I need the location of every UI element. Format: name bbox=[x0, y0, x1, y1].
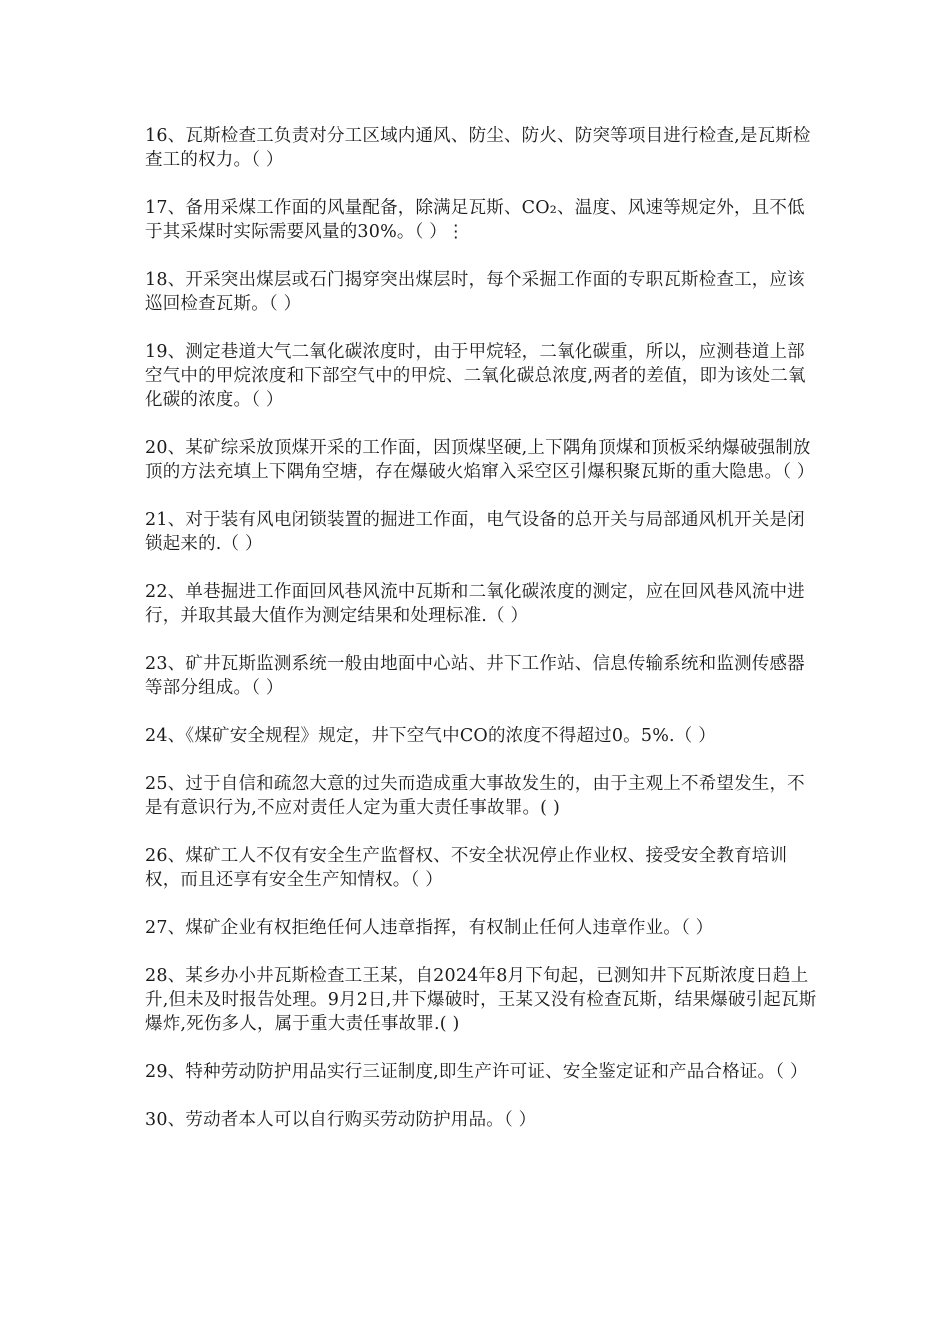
question-item: 30、劳动者本人可以自行购买劳动防护用品。（ ） bbox=[145, 1110, 537, 1130]
question-item: 24、《煤矿安全规程》规定，井下空气中CO的浓度不得超过0。5%.（ ） bbox=[145, 726, 716, 746]
question-item: 22、单巷掘进工作面回风巷风流中瓦斯和二氧化碳浓度的测定，应在回风巷风流中进行，并取其最大值作为测定结果和处理标准.（ ） bbox=[145, 582, 805, 626]
question-item: 25、过于自信和疏忽大意的过失而造成重大事故发生的，由于主观上不希望发生，不是有意识行为,不应对责任人定为重大责任事故罪。( ) bbox=[145, 774, 805, 818]
question-item: 28、某乡办小井瓦斯检查工王某，自2024年8月下旬起，已测知井下瓦斯浓度日趋上升,但未及时报告处理。9月2日,井下爆破时，王某又没有检查瓦斯，结果爆破引起瓦斯爆炸,死伤多人，属于重大责任事故罪.( ) bbox=[145, 966, 817, 1034]
question-item: 29、特种劳动防护用品实行三证制度,即生产许可证、安全鉴定证和产品合格证。（ ） bbox=[145, 1062, 808, 1082]
question-item: 19、测定巷道大气二氧化碳浓度时，由于甲烷轻，二氧化碳重，所以，应测巷道上部空气中的甲烷浓度和下部空气中的甲烷、二氧化碳总浓度,两者的差值，即为该处二氧化碳的浓度。（ ） bbox=[145, 342, 806, 410]
question-item: 18、开采突出煤层或石门揭穿突出煤层时，每个采掘工作面的专职瓦斯检查工，应该巡回检查瓦斯。（ ） bbox=[145, 270, 805, 314]
question-item: 26、煤矿工人不仅有安全生产监督权、不安全状况停止作业权、接受安全教育培训权，而且还享有安全生产知情权。（ ） bbox=[145, 846, 788, 890]
question-item: 23、矿井瓦斯监测系统一般由地面中心站、井下工作站、信息传输系统和监测传感器等部分组成。（ ） bbox=[145, 654, 805, 698]
question-item: 17、备用采煤工作面的风量配备，除满足瓦斯、CO₂、温度、风速等规定外，且不低于其采煤时实际需要风量的30%。（ ）⋮ bbox=[145, 198, 805, 242]
question-item: 27、煤矿企业有权拒绝任何人违章指挥，有权制止任何人违章作业。（ ） bbox=[145, 918, 714, 938]
question-item: 16、瓦斯检查工负责对分工区域内通风、防尘、防火、防突等项目进行检查,是瓦斯检查工的权力。（ ） bbox=[145, 126, 811, 170]
question-item: 20、某矿综采放顶煤开采的工作面，因顶煤坚硬,上下隅角顶煤和顶板采纳爆破强制放顶的方法充填上下隅角空塘，存在爆破火焰窜入采空区引爆积聚瓦斯的重大隐患。（ ） bbox=[145, 438, 815, 482]
question-list bbox=[145, 124, 820, 1156]
question-item: 21、对于装有风电闭锁装置的掘进工作面，电气设备的总开关与局部通风机开关是闭锁起来的.（ ） bbox=[145, 510, 805, 554]
